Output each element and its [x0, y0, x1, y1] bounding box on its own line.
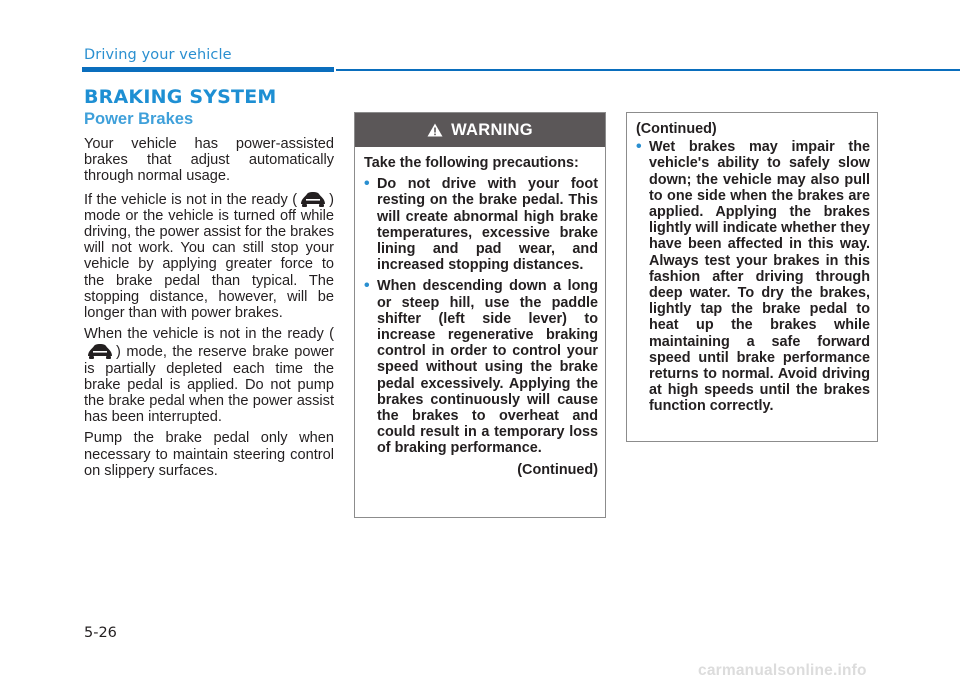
continued-lead: (Continued) [636, 121, 717, 137]
warning-bullet-text: Do not drive with your foot resting on the brake pedal. This will create abnormal high brake temperatures, excessive brake lining and pad wear, and increased stopping distances. [377, 176, 598, 274]
header-rule-thin [336, 69, 960, 71]
warning-intro: Take the following precautions: [364, 155, 579, 171]
body-column [84, 136, 334, 484]
paragraph-3-start: When the vehicle is not in the ready ( [84, 326, 334, 343]
continued-bullet-text: Wet brakes may impair the vehicle's ability to safely slow down; the vehicle may also pull to one side when the brakes are applied. Applying the brakes lightly will indicate whether they have been affected in this way. Always test your brakes in this fashion after driving through deep water. To dry the brakes, lightly tap the brake pedal to heat up the brakes while maintaining a safe forward speed until brake performance returns to normal. Avoid driving at high speeds until the brakes function correctly. [649, 139, 870, 415]
warning-bullet-text: When descending down a long or steep hill, use the paddle shifter (left side lever) to increase regenerative braking control in order to control your speed without using the brake pedal excessively. Applying the brakes continuously will cause the brakes to overheat and could result in a temporary loss of braking performance. [377, 278, 598, 457]
warning-box [354, 112, 606, 518]
paragraph-2-end: ) mode or the vehicle is turned off while driving, the power assist for the brakes will not work. You can still stop your vehicle by applying greater force to the brake pedal than typical. The stopping distance, however, will be longer than with power brakes. [84, 191, 334, 322]
watermark: carmanualsonline.info [698, 662, 867, 679]
paragraph-2 [84, 190, 334, 322]
page-number: 5-26 [84, 625, 117, 641]
warning-triangle-icon [427, 123, 443, 137]
paragraph-2-start: If the vehicle is not in the ready ( [84, 191, 298, 208]
continued-warning-box [626, 112, 878, 442]
ready-car-icon [85, 342, 115, 360]
warning-bullet [364, 176, 598, 273]
paragraph-1: Your vehicle has power-assisted brakes that adjust automatically through normal usage. [84, 136, 334, 185]
bullet-dot-icon: • [364, 175, 370, 193]
header-rule-thick [82, 67, 334, 72]
warning-title: WARNING [451, 120, 533, 139]
ready-car-icon [298, 190, 328, 208]
continued-label: (Continued) [517, 461, 598, 478]
sub-heading: Power Brakes [84, 110, 194, 128]
bullet-dot-icon: • [636, 138, 642, 156]
paragraph-3 [84, 326, 334, 425]
warning-body [355, 147, 605, 478]
page-heading: BRAKING SYSTEM [84, 86, 277, 108]
warning-header [355, 113, 605, 147]
paragraph-4: Pump the brake pedal only when necessary to maintain steering control on slippery surfaces. [84, 430, 334, 479]
continued-bullet [636, 139, 870, 414]
continued-body [627, 113, 877, 415]
paragraph-3-end: ) mode, the reserve brake power is partially depleted each time the brake pedal is applied. Do not pump the brake pedal when the power assist has been interrupted. [84, 344, 334, 426]
bullet-dot-icon: • [364, 277, 370, 295]
warning-bullet [364, 278, 598, 456]
section-title: Driving your vehicle [84, 47, 232, 63]
